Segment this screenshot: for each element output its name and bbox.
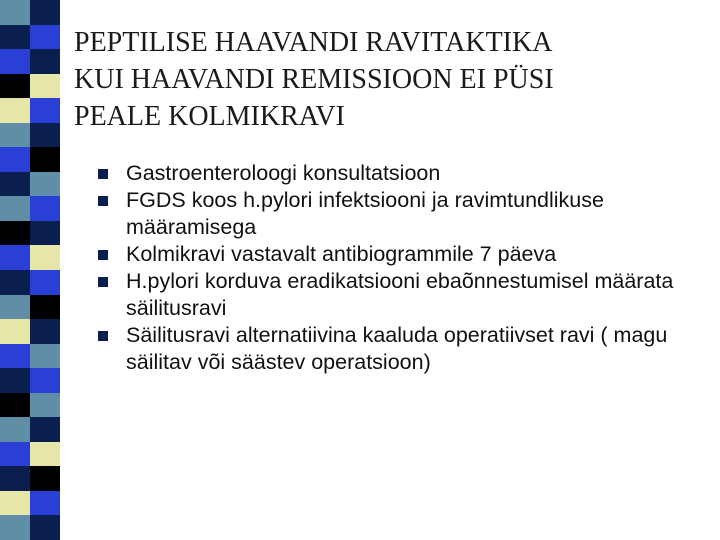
- stripe-block: [30, 74, 60, 99]
- stripe-block: [0, 319, 30, 344]
- stripe-block: [30, 466, 60, 491]
- bullet-item: [98, 268, 708, 322]
- stripe-block: [30, 49, 60, 74]
- stripe-block: [0, 417, 30, 442]
- stripe-block: [0, 344, 30, 369]
- stripe-block: [30, 491, 60, 516]
- bullet-item: [98, 187, 708, 241]
- stripe-block: [30, 196, 60, 221]
- square-bullet-icon: [98, 331, 108, 341]
- bullet-text: FGDS koos h.pylori infektsiooni ja ravimtundlikuse määramisega: [126, 188, 604, 239]
- stripe-block: [0, 123, 30, 148]
- stripe-block: [30, 172, 60, 197]
- stripe-block: [30, 442, 60, 467]
- stripe-block: [0, 0, 30, 25]
- decorative-side-stripe: [0, 0, 60, 540]
- stripe-block: [30, 295, 60, 320]
- stripe-block: [0, 25, 30, 50]
- square-bullet-icon: [98, 250, 108, 260]
- bullet-item: [98, 322, 708, 376]
- stripe-block: [0, 368, 30, 393]
- stripe-block: [0, 98, 30, 123]
- stripe-block: [30, 368, 60, 393]
- bullet-text: H.pylori korduva eradikatsiooni ebaõnnestumisel määrata säilitusravi: [126, 269, 674, 320]
- bullet-text: Gastroenteroloogi konsultatsioon: [126, 161, 441, 185]
- square-bullet-icon: [98, 169, 108, 179]
- stripe-block: [30, 98, 60, 123]
- stripe-block: [0, 270, 30, 295]
- stripe-block: [0, 393, 30, 418]
- stripe-block: [0, 245, 30, 270]
- stripe-block: [30, 515, 60, 540]
- stripe-block: [0, 466, 30, 491]
- stripe-block: [30, 123, 60, 148]
- stripe-block: [0, 221, 30, 246]
- bullet-item: [98, 241, 708, 268]
- stripe-block: [0, 515, 30, 540]
- bullet-item: [98, 160, 708, 187]
- title-line: PEPTILISE HAAVANDI RAVITAKTIKA: [74, 27, 553, 58]
- stripe-block: [30, 344, 60, 369]
- title-line: PEALE KOLMIKRAVI: [74, 101, 345, 132]
- stripe-block: [30, 221, 60, 246]
- stripe-block: [30, 319, 60, 344]
- stripe-block: [0, 147, 30, 172]
- bullet-list: [98, 160, 708, 376]
- stripe-block: [0, 295, 30, 320]
- slide-title: [74, 24, 694, 135]
- stripe-block: [0, 74, 30, 99]
- stripe-block: [30, 0, 60, 25]
- square-bullet-icon: [98, 277, 108, 287]
- stripe-block: [0, 172, 30, 197]
- stripe-block: [30, 393, 60, 418]
- stripe-block: [0, 442, 30, 467]
- stripe-block: [30, 147, 60, 172]
- stripe-block: [30, 25, 60, 50]
- stripe-block: [30, 270, 60, 295]
- bullet-text: Säilitusravi alternatiivina kaaluda operatiivset ravi ( magu säilitav või säästev operatsioon): [126, 323, 668, 374]
- stripe-block: [0, 196, 30, 221]
- stripe-block: [0, 491, 30, 516]
- bullet-text: Kolmikravi vastavalt antibiogrammile 7 päeva: [126, 242, 557, 266]
- stripe-block: [0, 49, 30, 74]
- stripe-block: [30, 417, 60, 442]
- square-bullet-icon: [98, 196, 108, 206]
- title-line: KUI HAAVANDI REMISSIOON EI PÜSI: [74, 64, 554, 95]
- stripe-block: [30, 245, 60, 270]
